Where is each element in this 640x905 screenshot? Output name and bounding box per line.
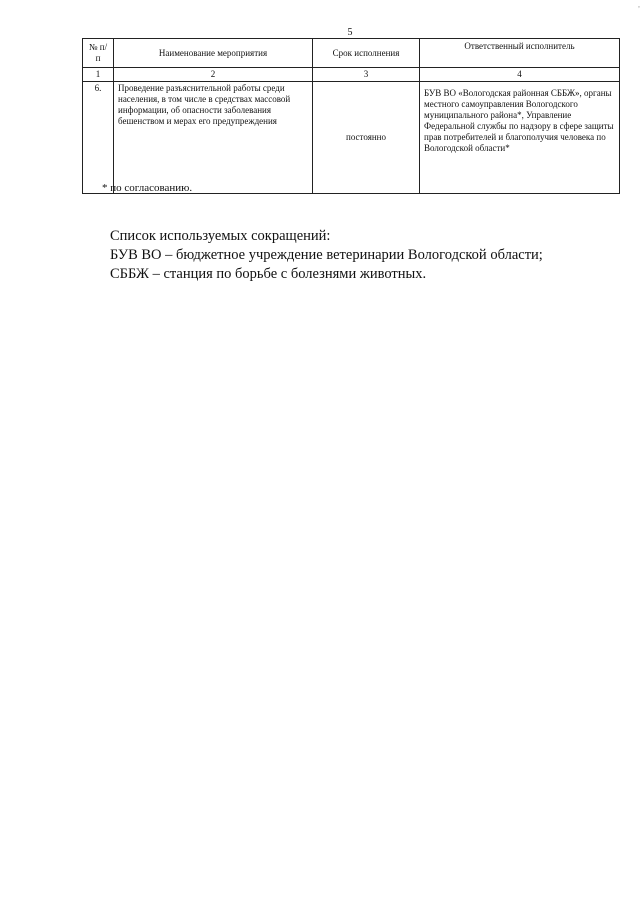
header-num: № п/п xyxy=(83,39,114,68)
index-cell: 1 xyxy=(83,68,114,82)
measures-table xyxy=(82,38,620,194)
header-responsible: Ответственный исполнитель xyxy=(420,39,620,68)
row-responsible: БУВ ВО «Вологодская районная СББЖ», органы местного самоуправления Вологодского муниципального района*, Управление Федеральной службы по надзору в сфере защиты прав потребителей и благополучия человека по Вологодской области* xyxy=(420,82,620,194)
abbreviation-item: БУВ ВО – бюджетное учреждение ветеринарии Вологодской области; xyxy=(110,247,543,263)
corner-mark: , xyxy=(638,0,640,9)
index-cell: 2 xyxy=(114,68,313,82)
page-number: 5 xyxy=(347,27,353,38)
abbreviations-title: Список используемых сокращений: xyxy=(110,228,331,244)
footnote: * по согласованию. xyxy=(102,182,193,194)
index-cell: 3 xyxy=(313,68,420,82)
abbreviations-block xyxy=(110,227,543,284)
table-row xyxy=(83,82,620,194)
abbreviation-item: СББЖ – станция по борьбе с болезнями животных. xyxy=(110,266,427,282)
header-name: Наименование мероприятия xyxy=(114,39,313,68)
row-num: 6. xyxy=(83,82,114,194)
table-index-row xyxy=(83,68,620,82)
header-term: Срок исполнения xyxy=(313,39,420,68)
table-header-row xyxy=(83,39,620,68)
row-name: Проведение разъяснительной работы среди населения, в том числе в средствах массовой информации, об опасности заболевания бешенством и мерах его предупреждения xyxy=(114,82,313,194)
row-term: постоянно xyxy=(313,82,420,194)
index-cell: 4 xyxy=(420,68,620,82)
